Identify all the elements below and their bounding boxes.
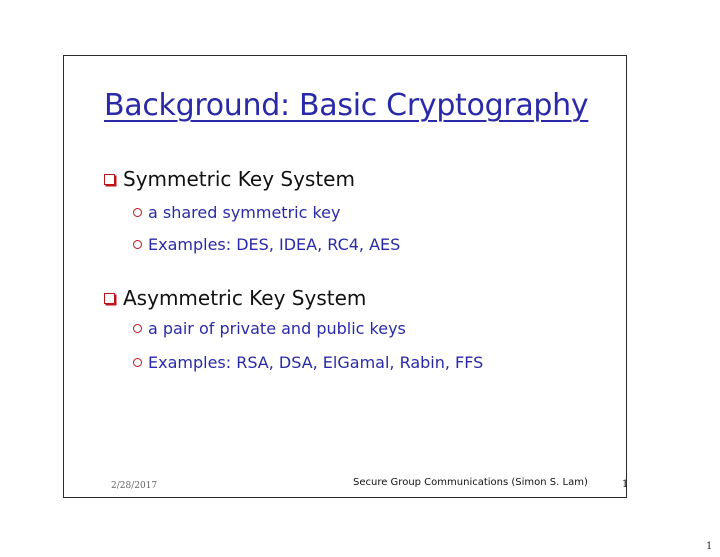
footer-title: Secure Group Communications (Simon S. Lam) [353, 477, 588, 488]
circle-bullet-icon [133, 208, 142, 217]
subbullet-key-pair [133, 319, 406, 338]
bullet-symmetric-key-system [104, 167, 355, 191]
bullet-label: Symmetric Key System [123, 167, 355, 191]
bullet-asymmetric-key-system [104, 286, 366, 310]
subbullet-label: a shared symmetric key [148, 203, 341, 222]
subbullet-shared-key [133, 203, 341, 222]
footer-date: 2/28/2017 [111, 481, 158, 491]
slide-frame [63, 55, 627, 498]
subbullet-label: a pair of private and public keys [148, 319, 406, 338]
circle-bullet-icon [133, 358, 142, 367]
bullet-label: Asymmetric Key System [123, 286, 367, 310]
subbullet-asymmetric-examples [133, 353, 483, 372]
circle-bullet-icon [133, 240, 142, 249]
subbullet-label: Examples: DES, IDEA, RC4, AES [148, 235, 401, 254]
circle-bullet-icon [133, 324, 142, 333]
page-number: 1 [706, 541, 713, 552]
subbullet-symmetric-examples [133, 235, 400, 254]
square-bullet-icon [104, 293, 115, 304]
subbullet-label: Examples: RSA, DSA, ElGamal, Rabin, FFS [148, 353, 484, 372]
square-bullet-icon [104, 174, 115, 185]
footer-slide-number: 1 [622, 479, 629, 490]
slide-title: Background: Basic Cryptography [104, 88, 589, 123]
